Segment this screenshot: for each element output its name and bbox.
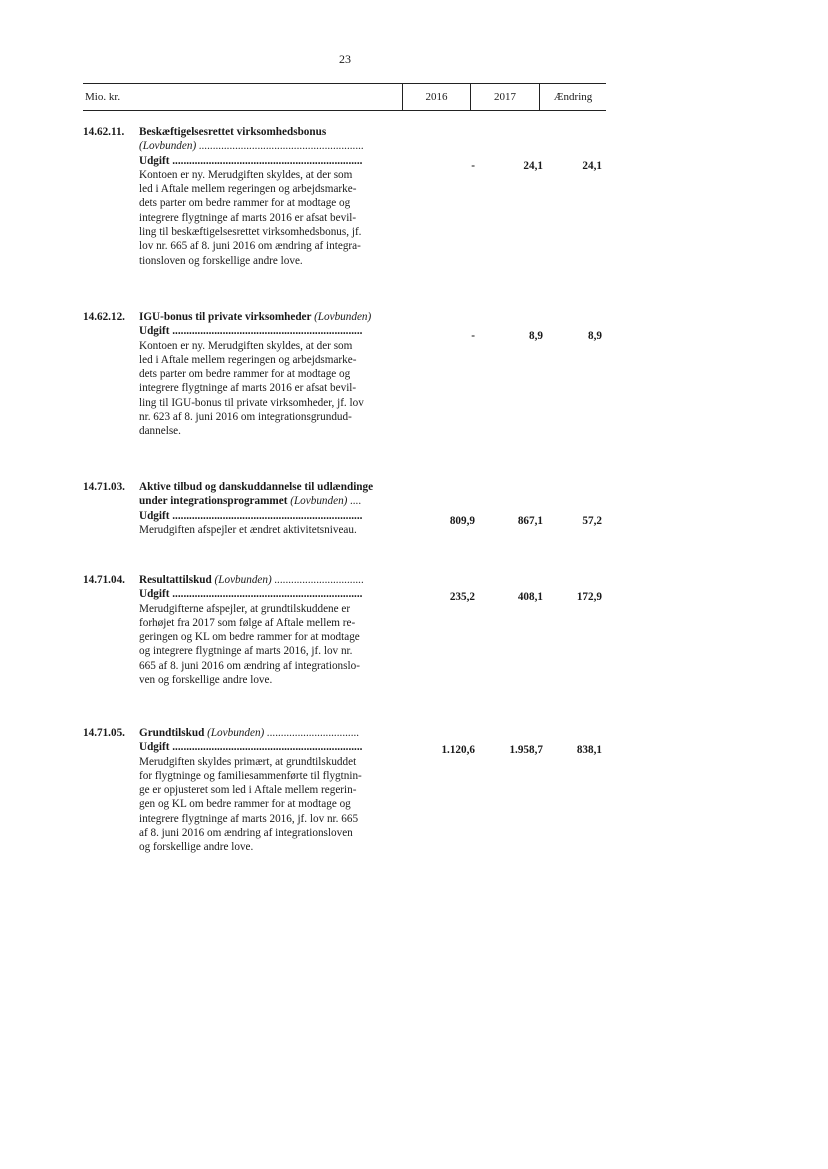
value-2017: 1.958,7 — [509, 744, 543, 756]
value-2017: 24,1 — [523, 160, 543, 172]
account-title — [139, 726, 487, 740]
value-2016: 809,9 — [449, 515, 475, 527]
description-line: Merudgifterne afspejler, at grundtilskuddene er — [139, 602, 351, 615]
title-text: Grundtilskud — [139, 727, 205, 739]
description-line: ling til beskæftigelsesrettet virksomhedsbonus, jf. — [139, 226, 362, 239]
value-change: 57,2 — [582, 515, 602, 527]
page-number: 23 — [339, 52, 351, 66]
value-2016: 235,2 — [449, 591, 475, 603]
account-code: 14.62.12. — [83, 311, 125, 323]
account-description — [139, 168, 487, 268]
description-line: forhøjet fra 2017 som følge af Aftale mellem re- — [139, 616, 356, 629]
value-2016: - — [471, 330, 475, 342]
account-title: Beskæftigelsesrettet virksomhedsbonus — [139, 126, 327, 138]
description-line: for flygtninge og familiesammenførte til flygtnin- — [139, 769, 362, 782]
description-line: Merudgiften afspejler et ændret aktivitetsniveau. — [139, 523, 357, 536]
unit-label: Mio. kr. — [85, 91, 121, 103]
value-change: 838,1 — [576, 744, 602, 756]
column-change-header: Ændring — [553, 91, 593, 103]
value-change: 24,1 — [582, 160, 602, 172]
description-line: ge er opjusteret som led i Aftale mellem regerin- — [139, 784, 357, 797]
description-line: dets parter om bedre rammer for at modtage og — [139, 197, 351, 210]
expense-label: Udgift .................................................................... — [139, 741, 363, 754]
description-line: ven og forskellige andre love. — [139, 674, 273, 687]
description-line: og forskellige andre love. — [139, 841, 254, 854]
description-line: integrere flygtninge af marts 2016, jf. lov nr. 665 — [139, 812, 359, 825]
expense-label: Udgift .................................................................... — [139, 509, 363, 522]
account-title — [139, 310, 487, 324]
description-line: dets parter om bedre rammer for at modtage og — [139, 368, 351, 381]
description-line: tionsloven og forskellige andre love. — [139, 254, 303, 267]
title-suffix: (Lovbunden) — [314, 311, 372, 323]
title-suffix: (Lovbunden) .... — [290, 495, 362, 508]
description-line: Kontoen er ny. Merudgiften skyldes, at der som — [139, 168, 353, 181]
description-line: ling til IGU-bonus til private virksomheder, jf. lov — [139, 396, 364, 409]
account-description — [139, 339, 487, 439]
account-code: 14.62.11. — [83, 126, 125, 138]
account-description — [139, 755, 487, 855]
description-line: Merudgiften skyldes primært, at grundtilskuddet — [139, 755, 357, 768]
description-line: led i Aftale mellem regeringen og arbejdsmarke- — [139, 183, 357, 196]
value-2017: 8,9 — [529, 330, 543, 342]
title-text: IGU-bonus til private virksomheder — [139, 311, 312, 323]
account-title-continued — [139, 494, 487, 508]
account-description — [139, 602, 487, 688]
description-line: lov nr. 665 af 8. juni 2016 om ændring af integra- — [139, 240, 361, 253]
description-line: gen og KL om bedre rammer for at modtage og — [139, 798, 351, 811]
description-line: led i Aftale mellem regeringen og arbejdsmarke- — [139, 353, 357, 366]
description-line: geringen og KL om bedre rammer for at modtage — [139, 631, 360, 644]
description-line: Kontoen er ny. Merudgiften skyldes, at der som — [139, 339, 353, 352]
title-text: Resultattilskud — [139, 574, 212, 586]
account-code: 14.71.03. — [83, 481, 125, 493]
value-2016: 1.120,6 — [441, 744, 475, 756]
account-code: 14.71.04. — [83, 574, 125, 586]
description-line: nr. 623 af 8. juni 2016 om integrationsgrundud- — [139, 411, 352, 424]
description-line: 665 af 8. juni 2016 om ændring af integrationslo- — [139, 659, 360, 672]
column-2017-header: 2017 — [494, 91, 516, 103]
expense-label: Udgift .................................................................... — [139, 325, 363, 338]
value-2017: 867,1 — [517, 515, 543, 527]
value-2017: 408,1 — [517, 591, 543, 603]
column-2016-header: 2016 — [425, 91, 448, 103]
description-line: integrere flygtninge af marts 2016 er afsat bevil- — [139, 211, 357, 224]
expense-label: Udgift .................................................................... — [139, 588, 363, 601]
title-suffix: (Lovbunden) ................................. — [207, 727, 360, 739]
account-title — [139, 573, 487, 587]
description-line: af 8. juni 2016 om ændring af integrationsloven — [139, 827, 353, 840]
value-2016: - — [471, 160, 475, 172]
description-line: integrere flygtninge af marts 2016 er afsat bevil- — [139, 382, 357, 395]
account-subtitle: (Lovbunden) ........................................................... — [139, 140, 364, 153]
title-text: under integrationsprogrammet — [139, 495, 288, 508]
value-change: 172,9 — [576, 591, 602, 603]
value-change: 8,9 — [588, 330, 602, 342]
title-suffix: (Lovbunden) ................................ — [214, 574, 365, 586]
account-code: 14.71.05. — [83, 727, 125, 739]
account-title: Aktive tilbud og danskuddannelse til udlændinge — [139, 481, 374, 493]
description-line: og integrere flygtninge af marts 2016, jf. lov nr. — [139, 645, 353, 658]
description-line: dannelse. — [139, 425, 181, 438]
expense-label: Udgift .................................................................... — [139, 154, 363, 167]
table-header — [83, 83, 606, 111]
